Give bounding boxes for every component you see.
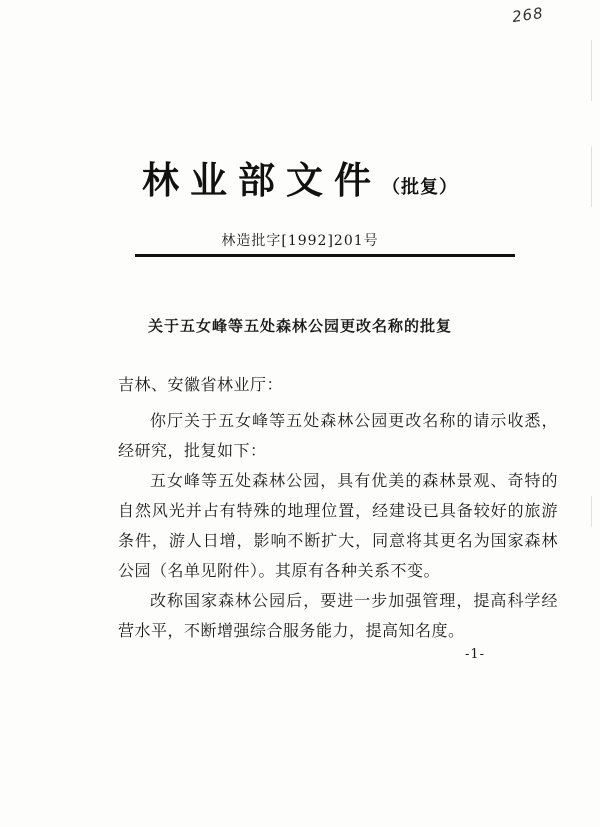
body-paragraph-1: 你厅关于五女峰等五处森林公园更改名称的请示收悉，经研究，批复如下： xyxy=(118,411,558,460)
title-main: 林业部文件 xyxy=(142,159,382,202)
document-title xyxy=(0,150,600,204)
header-divider xyxy=(135,254,515,257)
handwritten-page-number: 268 xyxy=(510,3,545,27)
body-paragraph-2: 五女峰等五处森林公园，具有优美的森林景观、奇特的自然风光并占有特殊的地理位置，经建设已具备较好的旅游条件，游人日增，影响不断扩大，同意将其更名为国家森林公园（名单见附件）。其原有各种关系不变。 xyxy=(118,471,558,580)
footer-page-number: -1- xyxy=(465,647,486,662)
document-body xyxy=(118,370,558,646)
title-note: （批复） xyxy=(382,177,458,198)
document-subject: 关于五女峰等五处森林公园更改名称的批复 xyxy=(147,317,452,335)
body-paragraph-3: 改称国家森林公园后，要进一步加强管理，提高科学经营水平，不断增强综合服务能力，提高知名度。 xyxy=(118,591,558,640)
addressee: 吉林、安徽省林业厅： xyxy=(118,375,284,394)
document-number: 林造批字[1992]201号 xyxy=(221,233,379,249)
